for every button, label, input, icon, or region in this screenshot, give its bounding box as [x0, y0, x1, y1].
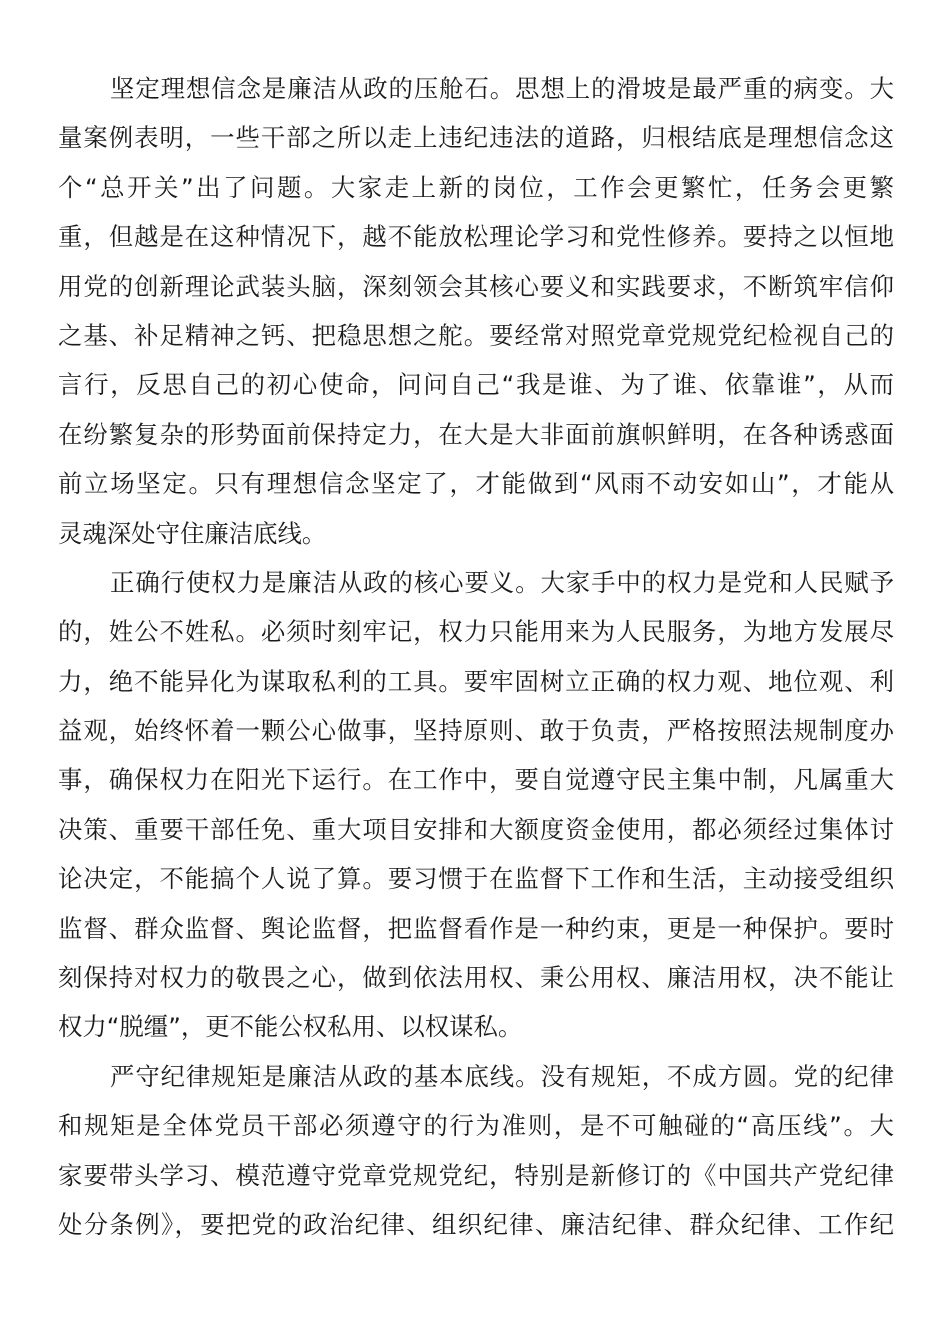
text-line: 灵魂深处守住廉洁底线。 [58, 518, 327, 548]
text-line: 益观，始终怀着一颗公心做事，坚持原则、敢于负责，严格按照法规制度办 [58, 716, 894, 746]
text-line: 正确行使权力是廉洁从政的核心要义。大家手中的权力是党和人民赋予 [110, 567, 894, 597]
text-line: 和规矩是全体党员干部必须遵守的行为准则，是不可触碰的“高压线”。大 [58, 1111, 894, 1141]
paragraph-ideals [58, 64, 894, 558]
text-line: 监督、群众监督、舆论监督，把监督看作是一种约束，更是一种保护。要时 [58, 913, 894, 943]
text-line: 量案例表明，一些干部之所以走上违纪违法的道路，归根结底是理想信念这 [58, 123, 894, 153]
document-body [58, 64, 894, 1249]
text-line: 权力“脱缰”，更不能公权私用、以权谋私。 [58, 1012, 523, 1042]
paragraph-power [58, 558, 894, 1052]
text-line: 个“总开关”出了问题。大家走上新的岗位，工作会更繁忙，任务会更繁 [58, 172, 894, 202]
text-line: 刻保持对权力的敬畏之心，做到依法用权、秉公用权、廉洁用权，决不能让 [58, 963, 894, 993]
text-line: 严守纪律规矩是廉洁从政的基本底线。没有规矩，不成方圆。党的纪律 [110, 1061, 894, 1091]
text-line: 在纷繁复杂的形势面前保持定力，在大是大非面前旗帜鲜明，在各种诱惑面 [58, 419, 894, 449]
text-line: 的，姓公不姓私。必须时刻牢记，权力只能用来为人民服务，为地方发展尽 [58, 617, 894, 647]
text-line: 坚定理想信念是廉洁从政的压舱石。思想上的滑坡是最严重的病变。大 [110, 74, 894, 103]
text-line: 处分条例》，要把党的政治纪律、组织纪律、廉洁纪律、群众纪律、工作纪 [58, 1209, 894, 1239]
text-line: 前立场坚定。只有理想信念坚定了，才能做到“风雨不动安如山”，才能从 [58, 469, 894, 499]
text-line: 之基、补足精神之钙、把稳思想之舵。要经常对照党章党规党纪检视自己的 [58, 320, 894, 350]
text-line: 论决定，不能搞个人说了算。要习惯于在监督下工作和生活，主动接受组织 [58, 864, 894, 894]
text-line: 事，确保权力在阳光下运行。在工作中，要自觉遵守民主集中制，凡属重大 [58, 765, 894, 795]
text-line: 重，但越是在这种情况下，越不能放松理论学习和党性修养。要持之以恒地 [58, 222, 894, 252]
text-line: 言行，反思自己的初心使命，问问自己“我是谁、为了谁、依靠谁”，从而 [58, 370, 894, 400]
text-line: 决策、重要干部任免、重大项目安排和大额度资金使用，都必须经过集体讨 [58, 814, 894, 844]
paragraph-discipline [58, 1052, 894, 1250]
text-line: 力，绝不能异化为谋取私利的工具。要牢固树立正确的权力观、地位观、利 [58, 666, 894, 696]
text-line: 用党的创新理论武装头脑，深刻领会其核心要义和实践要求，不断筑牢信仰 [58, 271, 894, 301]
text-line: 家要带头学习、模范遵守党章党规党纪，特别是新修订的《中国共产党纪律 [58, 1160, 894, 1190]
